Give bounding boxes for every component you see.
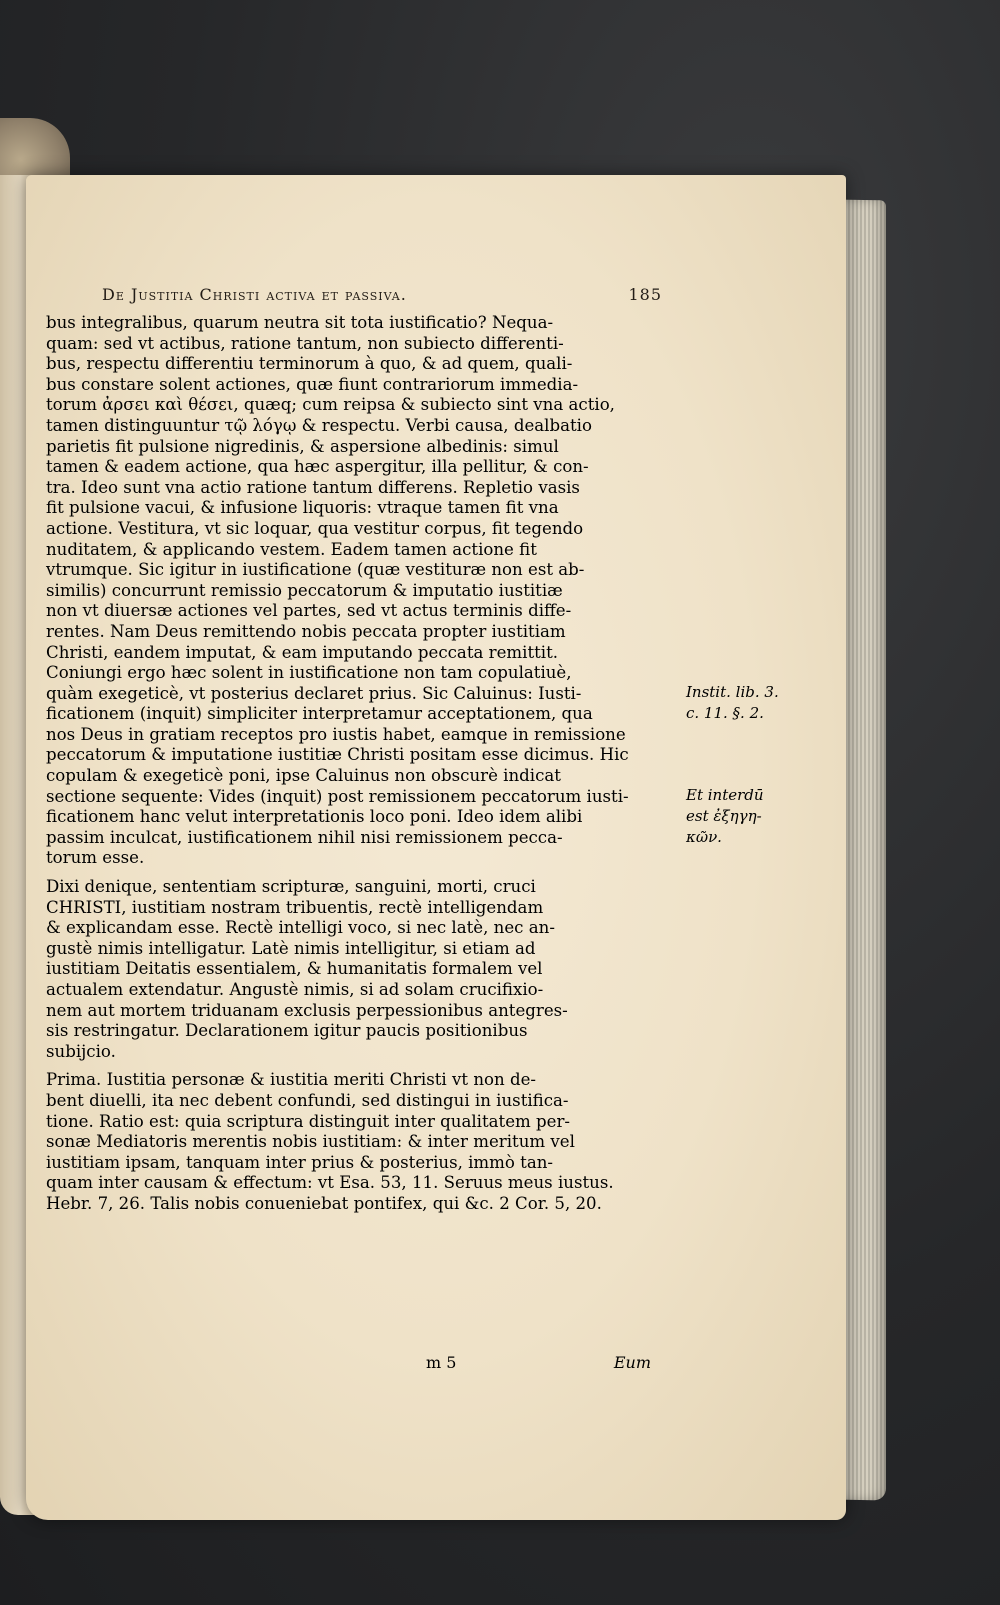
text-line: quam: sed vt actibus, ratione tantum, non subiecto differenti- (46, 333, 564, 353)
text-line: tione. Ratio est: quia scriptura distinguit inter qualitatem per- (46, 1111, 571, 1131)
margin-note-institutes-1: Instit. lib. 3. (686, 683, 779, 701)
text-line: nem aut mortem triduanam exclusis perpessionibus antegres- (46, 1000, 568, 1020)
paragraph-2 (46, 877, 666, 1062)
text-line: tamen & eadem actione, qua hæc aspergitur, illa pellitur, & con- (46, 457, 589, 477)
text-line: Prima. Iustitia personæ & iustitia meriti Christi vt non de- (46, 1070, 537, 1090)
text-line: quàm exegeticè, vt posterius declaret prius. Sic Caluinus: Iusti- (46, 683, 582, 703)
text-line: nuditatem, & applicando vestem. Eadem tamen actione fit (46, 539, 537, 559)
text-line: iustitiam ipsam, tanquam inter prius & posterius, immò tan- (46, 1152, 554, 1172)
text-line: passim inculcat, iustificationem nihil nisi remissionem pecca- (46, 827, 563, 847)
running-head (102, 285, 662, 304)
paragraph-3 (46, 1070, 666, 1214)
text-line: non vt diuersæ actiones vel partes, sed vt actus terminis diffe- (46, 601, 572, 621)
text-line: iustitiam Deitatis essentialem, & humanitatis formalem vel (46, 959, 543, 979)
text-line: peccatorum & imputatione iustitiæ Christi positam esse dicimus. Hic (46, 745, 629, 765)
margin-note-exegetic-2: est ἐξηγη- (686, 807, 762, 825)
text-line: Dixi denique, sententiam scripturæ, sanguini, morti, cruci (46, 877, 536, 897)
text-line: copulam & exegeticè poni, ipse Caluinus non obscurè indicat (46, 766, 561, 786)
text-line: torum esse. (46, 848, 145, 868)
text-line: Hebr. 7, 26. Talis nobis conueniebat pontifex, qui &c. 2 Cor. 5, 20. (46, 1193, 602, 1213)
book-page (26, 175, 846, 1520)
text-line: Coniungi ergo hæc solent in iustificatione non tam copulatiuè, (46, 663, 572, 683)
text-line: actione. Vestitura, vt sic loquar, qua vestitur corpus, fit tegendo (46, 518, 584, 538)
margin-note-institutes-2: c. 11. §. 2. (686, 704, 764, 722)
text-line: parietis fit pulsione nigredinis, & aspersione albedinis: simul (46, 436, 559, 456)
signature-mark: m 5 (426, 1353, 457, 1372)
text-line: vtrumque. Sic igitur in iustificatione (quæ vestituræ non est ab- (46, 560, 585, 580)
text-line: & explicandam esse. Rectè intelligi voco, si nec latè, nec an- (46, 918, 555, 938)
text-line: bus integralibus, quarum neutra sit tota iustificatio? Nequa- (46, 313, 554, 332)
page-number: 185 (628, 285, 662, 304)
text-line: gustè nimis intelligatur. Latè nimis intelligitur, si etiam ad (46, 938, 536, 958)
running-head-title: De Justitia Christi activa et passiva. (102, 285, 407, 304)
body-text (46, 313, 779, 1215)
text-line: CHRISTI, iustitiam nostram tribuentis, rectè intelligendam (46, 897, 544, 917)
paragraph-1 (46, 313, 666, 869)
text-line: sis restringatur. Declarationem igitur paucis positionibus (46, 1021, 528, 1041)
text-line: torum ἀρσει καὶ θέσει, quæq; cum reipsa & subiecto sint vna actio, (46, 395, 615, 415)
text-line: actualem extendatur. Angustè nimis, si ad solam crucifixio- (46, 980, 544, 999)
margin-note-exegetic-1: Et interdū (686, 786, 764, 804)
text-line: subijcio. (46, 1041, 116, 1061)
text-line: ficationem hanc velut interpretationis loco poni. Ideo idem alibi (46, 807, 583, 827)
text-line: tra. Ideo sunt vna actio ratione tantum differens. Repletio vasis (46, 477, 580, 497)
margin-note-exegetic-3: κῶν. (686, 828, 722, 846)
text-line: sectione sequente: Vides (inquit) post remissionem peccatorum iusti- (46, 786, 629, 806)
page-footer (426, 1353, 651, 1372)
text-line: sonæ Mediatoris merentis nobis iustitiam: & inter meritum vel (46, 1132, 575, 1152)
text-line: bent diuelli, ita nec debent confundi, sed distingui in iustifica- (46, 1090, 569, 1110)
text-line: bus constare solent actiones, quæ fiunt contrariorum immedia- (46, 374, 579, 394)
text-line: Christi, eandem imputat, & eam imputando peccata remittit. (46, 642, 559, 662)
text-line: ficationem (inquit) simpliciter interpretamur acceptationem, qua (46, 704, 593, 724)
text-line: rentes. Nam Deus remittendo nobis peccata propter iustitiam (46, 621, 566, 641)
text-line: similis) concurrunt remissio peccatorum & imputatio iustitiæ (46, 580, 563, 600)
catchword: Eum (613, 1353, 651, 1372)
text-line: fit pulsione vacui, & infusione liquoris: vtraque tamen fit vna (46, 498, 559, 518)
text-line: bus, respectu differentiu terminorum à quo, & ad quem, quali- (46, 354, 573, 374)
text-line: tamen distinguuntur τῷ λόγῳ & respectu. Verbi causa, dealbatio (46, 415, 592, 435)
page-block-edges (840, 200, 886, 1501)
text-line: nos Deus in gratiam receptos pro iustis habet, eamque in remissione (46, 724, 626, 744)
text-line: quam inter causam & effectum: vt Esa. 53, 11. Seruus meus iustus. (46, 1173, 614, 1193)
